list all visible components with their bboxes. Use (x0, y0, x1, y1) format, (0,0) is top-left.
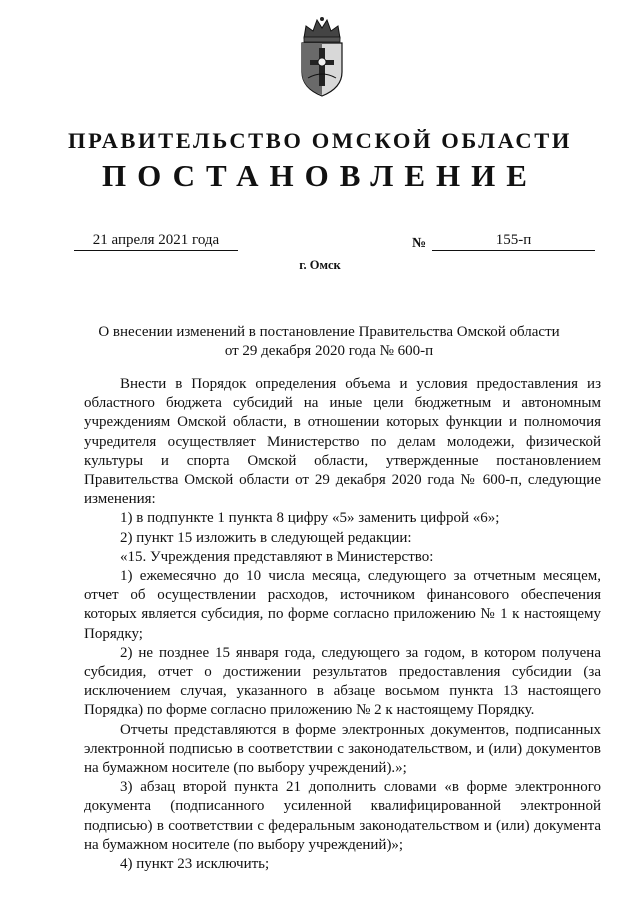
body-paragraph: 3) абзац второй пункта 21 дополнить словами «в форме электронного документа (подписанного усиленной квалифицированной электронной подписью) в соответствии с федеральным законодательством и (или) документа на бумажном носителе (по выбору учреждений)»; (84, 779, 601, 853)
subject-line-1: О внесении изменений в постановление Правительства Омской области (98, 324, 560, 340)
body-paragraph: Внести в Порядок определения объема и условия предоставления из областного бюджета субсидий на иные цели бюджетным и автономным учреждениям Омской области, в отношении которых функции и полномочия учредителя осуществляет Министерство по делам молодежи, физической культуры и спорта Омской области, утвержденные постановлением Правительства Омской области от 29 декабря 2020 года № 600-п, следующие изменения: (84, 376, 601, 508)
city-label: г. Омск (299, 258, 341, 272)
body-paragraph: 2) не позднее 15 января года, следующего за годом, в котором получена субсидия, отчет о достижении результатов предоставления субсидии (за исключением случая, указанного в абзаце восьмом пункта 13 настоящего Порядка) по форме согласно приложению № 2 к настоящему Порядку. (84, 644, 601, 719)
document-number: 155-п (432, 232, 595, 251)
coat-of-arms-emblem (296, 16, 348, 98)
body-paragraph: 4) пункт 23 исключить; (120, 856, 270, 873)
government-title: ПРАВИТЕЛЬСТВО ОМСКОЙ ОБЛАСТИ (68, 128, 572, 153)
number-sign: № (412, 236, 427, 251)
document-type-title: ПОСТАНОВЛЕНИЕ (102, 158, 538, 193)
document-subject (84, 323, 574, 361)
document-date: 21 апреля 2021 года (74, 232, 238, 251)
subject-line-2: от 29 декабря 2020 года № 600-п (224, 343, 434, 359)
document-body (84, 375, 601, 874)
body-paragraph: 1) ежемесячно до 10 числа месяца, следующего за отчетным месяцем, отчет об осуществлении расходов, источником финансового обеспечения которых является субсидия, по форме согласно приложению № 1 к настоящему Порядку; (84, 568, 601, 642)
body-paragraph: 1) в подпункте 1 пункта 8 цифру «5» заменить цифрой «6»; (120, 510, 500, 527)
body-paragraph: Отчеты представляются в форме электронных документов, подписанных электронной подписью в соответствии с законодательством, и (или) документов на бумажном носителе (по выбору учреждений).»; (84, 721, 601, 777)
body-paragraph: 2) пункт 15 изложить в следующей редакции: (120, 529, 412, 546)
body-paragraph: «15. Учреждения представляют в Министерство: (120, 548, 434, 565)
